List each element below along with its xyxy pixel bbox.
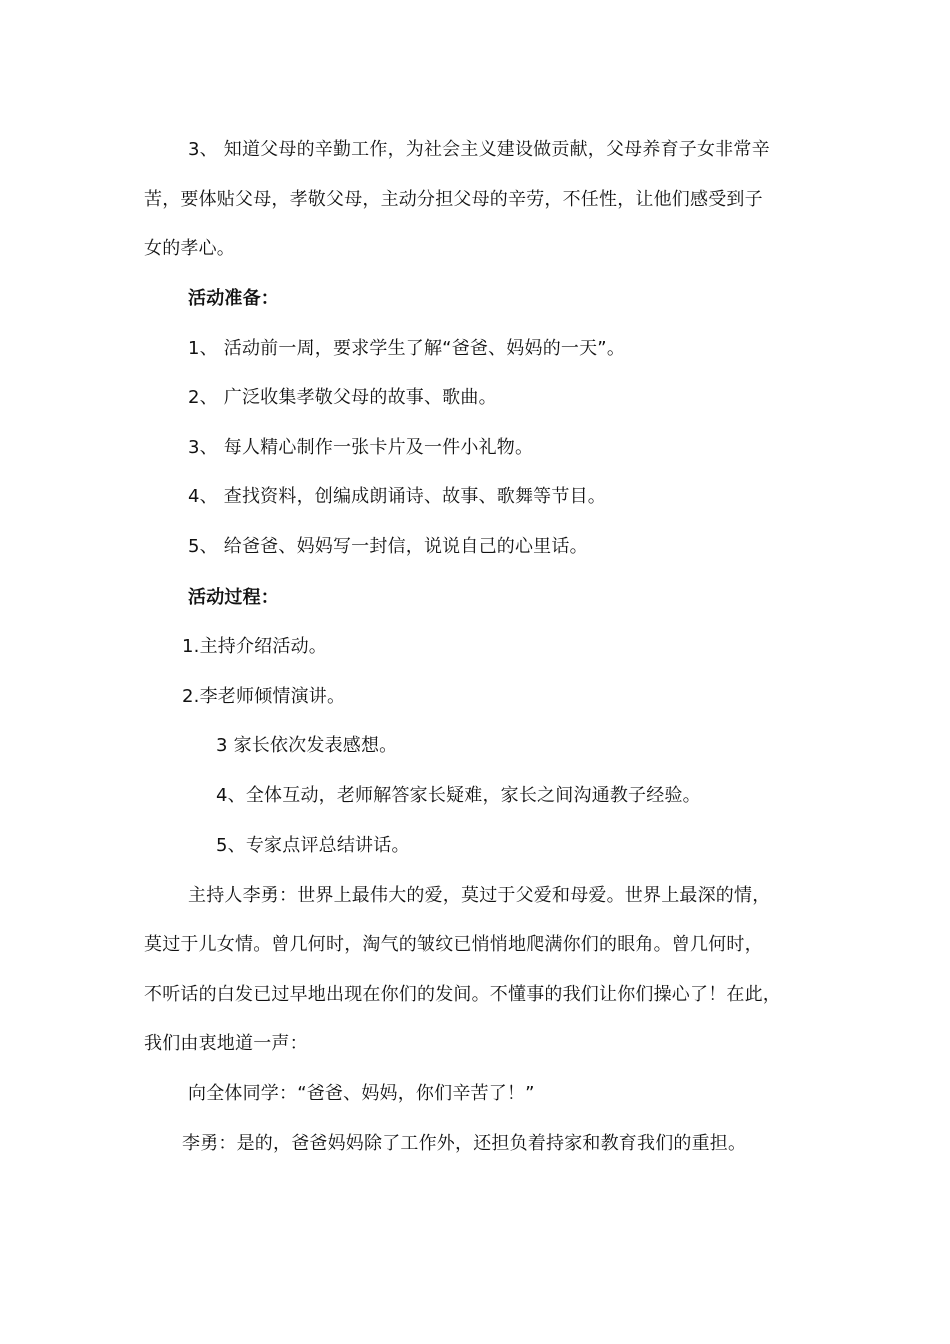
process-item-4: 4、全体互动，老师解答家长疑难，家长之间沟通教子经验。 <box>216 785 701 806</box>
process-heading: 活动过程： <box>188 587 279 608</box>
process-item-5: 5、专家点评总结讲话。 <box>216 835 410 856</box>
preparation-item-2: 2、 广泛收集孝敬父母的故事、歌曲。 <box>188 387 497 408</box>
process-item-1: 1.主持介绍活动。 <box>182 636 327 657</box>
host-speech-line-4: 我们由衷地道一声： <box>144 1033 308 1054</box>
objective-3-line-1: 3、 知道父母的辛勤工作，为社会主义建设做贡献，父母养育子女非常辛 <box>188 139 770 160</box>
preparation-item-5: 5、 给爸爸、妈妈写一封信，说说自己的心里话。 <box>188 536 588 557</box>
objective-3-line-3: 女的孝心。 <box>144 238 235 259</box>
liyong-line: 李勇：是的，爸爸妈妈除了工作外，还担负着持家和教育我们的重担。 <box>182 1133 747 1154</box>
objective-3-line-2: 苦，要体贴父母，孝敬父母，主动分担父母的辛劳，不任性，让他们感受到子 <box>144 189 763 210</box>
host-speech-line-1: 主持人李勇：世界上最伟大的爱，莫过于父爱和母爱。世界上最深的情， <box>188 885 771 906</box>
preparation-item-1: 1、 活动前一周，要求学生了解“爸爸、妈妈的一天”。 <box>188 338 626 359</box>
preparation-item-3: 3、 每人精心制作一张卡片及一件小礼物。 <box>188 437 534 458</box>
host-speech-line-3: 不听话的白发已过早地出现在你们的发间。不懂事的我们让你们操心了！在此， <box>144 984 781 1005</box>
preparation-item-4: 4、 查找资料，创编成朗诵诗、故事、歌舞等节目。 <box>188 486 606 507</box>
process-item-2: 2.李老师倾情演讲。 <box>182 686 346 707</box>
process-item-3: 3 家长依次发表感想。 <box>216 735 398 756</box>
preparation-heading: 活动准备： <box>188 288 279 309</box>
students-line: 向全体同学：“爸爸、妈妈，你们辛苦了！” <box>188 1083 535 1104</box>
host-speech-line-2: 莫过于儿女情。曾几何时，淘气的皱纹已悄悄地爬满你们的眼角。曾几何时， <box>144 934 763 955</box>
